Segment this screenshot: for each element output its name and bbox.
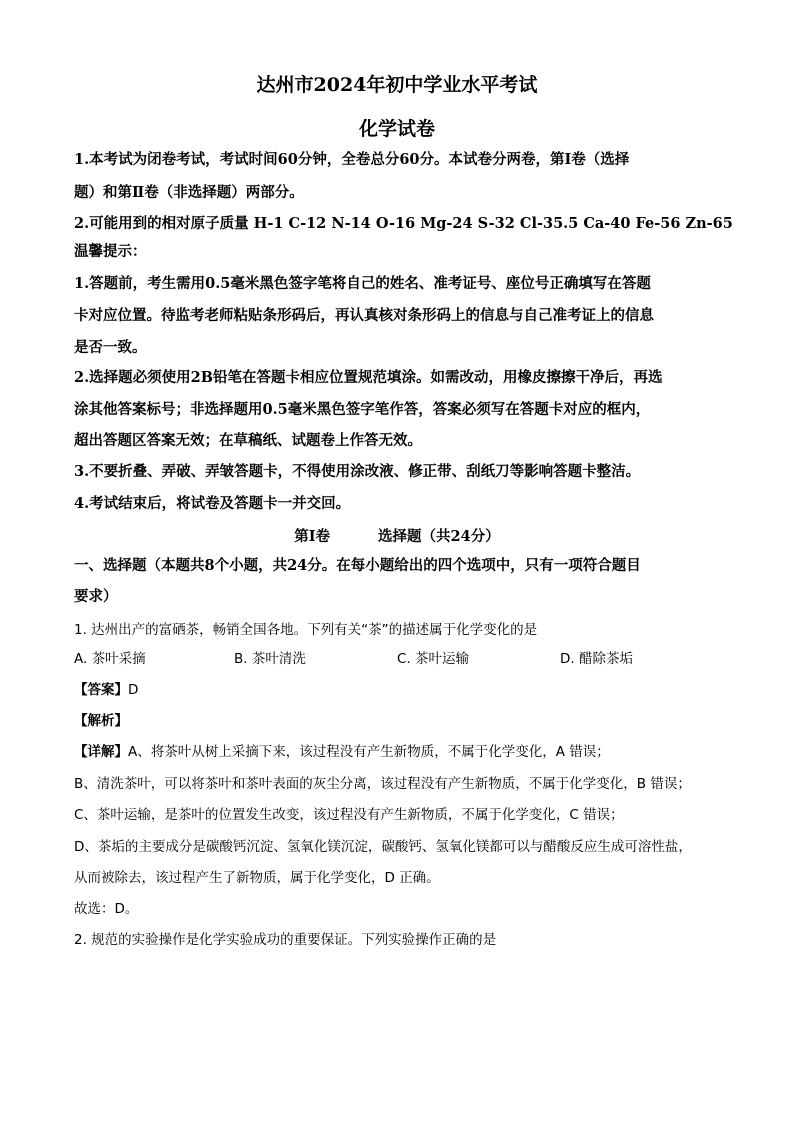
question-2-stem: 2. 规范的实验操作是化学实验成功的重要保证。下列实验操作正确的是 xyxy=(74,932,497,948)
tip-2-line-2: 涂其他答案标号；非选择题用0.5毫米黑色签字笔作答，答案必须写在答题卡对应的框内， xyxy=(74,401,651,418)
detail-label: 【详解】 xyxy=(74,744,128,760)
detail-a xyxy=(74,742,610,762)
exam-title: 达州市2024年初中学业水平考试 xyxy=(256,74,538,96)
detail-d-line-1: D、茶垢的主要成分是碳酸钙沉淀、氢氧化镁沉淀，碳酸钙、氢氧化镁都可以与醋酸反应生成可溶性盐， xyxy=(74,839,692,855)
detail-d-line-2: 从而被除去，该过程产生了新物质，属于化学变化，D 正确。 xyxy=(74,870,440,886)
tip-2-line-1: 2.选择题必须使用2B铅笔在答题卡相应位置规范填涂。如需改动，用橡皮擦擦干净后，再选 xyxy=(74,369,663,386)
option-b: B. 茶叶清洗 xyxy=(234,651,306,667)
detail-c: C、茶叶运输，是茶叶的位置发生改变，该过程没有产生新物质，不属于化学变化，C 错误； xyxy=(74,807,624,823)
conclusion: 故选：D。 xyxy=(74,901,139,917)
tip-2-line-3: 超出答题区答案无效；在草稿纸、试题卷上作答无效。 xyxy=(74,432,422,449)
section-heading-line-1: 一、选择题（本题共8个小题，共24分。在每小题给出的四个选项中，只有一项符合题目 xyxy=(74,557,641,574)
note-2-atomic-masses: 2.可能用到的相对原子质量 H-1 C-12 N-14 O-16 Mg-24 S-32 Cl-35.5 Ca-40 Fe-56 Zn-65 xyxy=(74,215,733,232)
answer-line xyxy=(74,680,138,700)
volume-name: 选择题（共24分） xyxy=(378,528,500,545)
detail-a-text: A、将茶叶从树上采摘下来，该过程没有产生新物质，不属于化学变化，A 错误； xyxy=(128,744,610,760)
volume-label: 第Ⅰ卷 xyxy=(294,528,331,545)
section-heading-line-2: 要求） xyxy=(74,588,118,605)
question-1-options xyxy=(74,649,754,669)
note-1-line-1: 1.本考试为闭卷考试，考试时间60分钟，全卷总分60分。本试卷分两卷，第Ⅰ卷（选择 xyxy=(74,151,630,168)
question-1-stem: 1. 达州出产的富硒茶，畅销全国各地。下列有关“茶”的描述属于化学变化的是 xyxy=(74,622,538,638)
tip-1-line-2: 卡对应位置。待监考老师粘贴条形码后，再认真核对条形码上的信息与自己准考证上的信息 xyxy=(74,307,654,324)
note-1-line-2: 题）和第Ⅱ卷（非选择题）两部分。 xyxy=(74,184,304,201)
option-a: A. 茶叶采摘 xyxy=(74,651,146,667)
tip-1-line-1: 1.答题前，考生需用0.5毫米黑色签字笔将自己的姓名、准考证号、座位号正确填写在答题 xyxy=(74,275,651,292)
analysis-label: 【解析】 xyxy=(74,713,128,729)
option-d: D. 醋除茶垢 xyxy=(560,651,633,667)
tips-title: 温馨提示： xyxy=(74,243,147,260)
tip-4: 4.考试结束后，将试卷及答题卡一并交回。 xyxy=(74,495,351,512)
tip-3: 3.不要折叠、弄破、弄皱答题卡，不得使用涂改液、修正带、刮纸刀等影响答题卡整洁。 xyxy=(74,463,641,480)
volume-heading xyxy=(0,525,794,546)
detail-b: B、清洗茶叶，可以将茶叶和茶叶表面的灰尘分离，该过程没有产生新物质，不属于化学变化，B 错误； xyxy=(74,776,691,792)
answer-label: 【答案】 xyxy=(74,682,128,698)
exam-subtitle: 化学试卷 xyxy=(358,118,435,140)
tip-1-line-3: 是否一致。 xyxy=(74,339,147,356)
answer-value: D xyxy=(128,682,139,698)
option-c: C. 茶叶运输 xyxy=(397,651,470,667)
